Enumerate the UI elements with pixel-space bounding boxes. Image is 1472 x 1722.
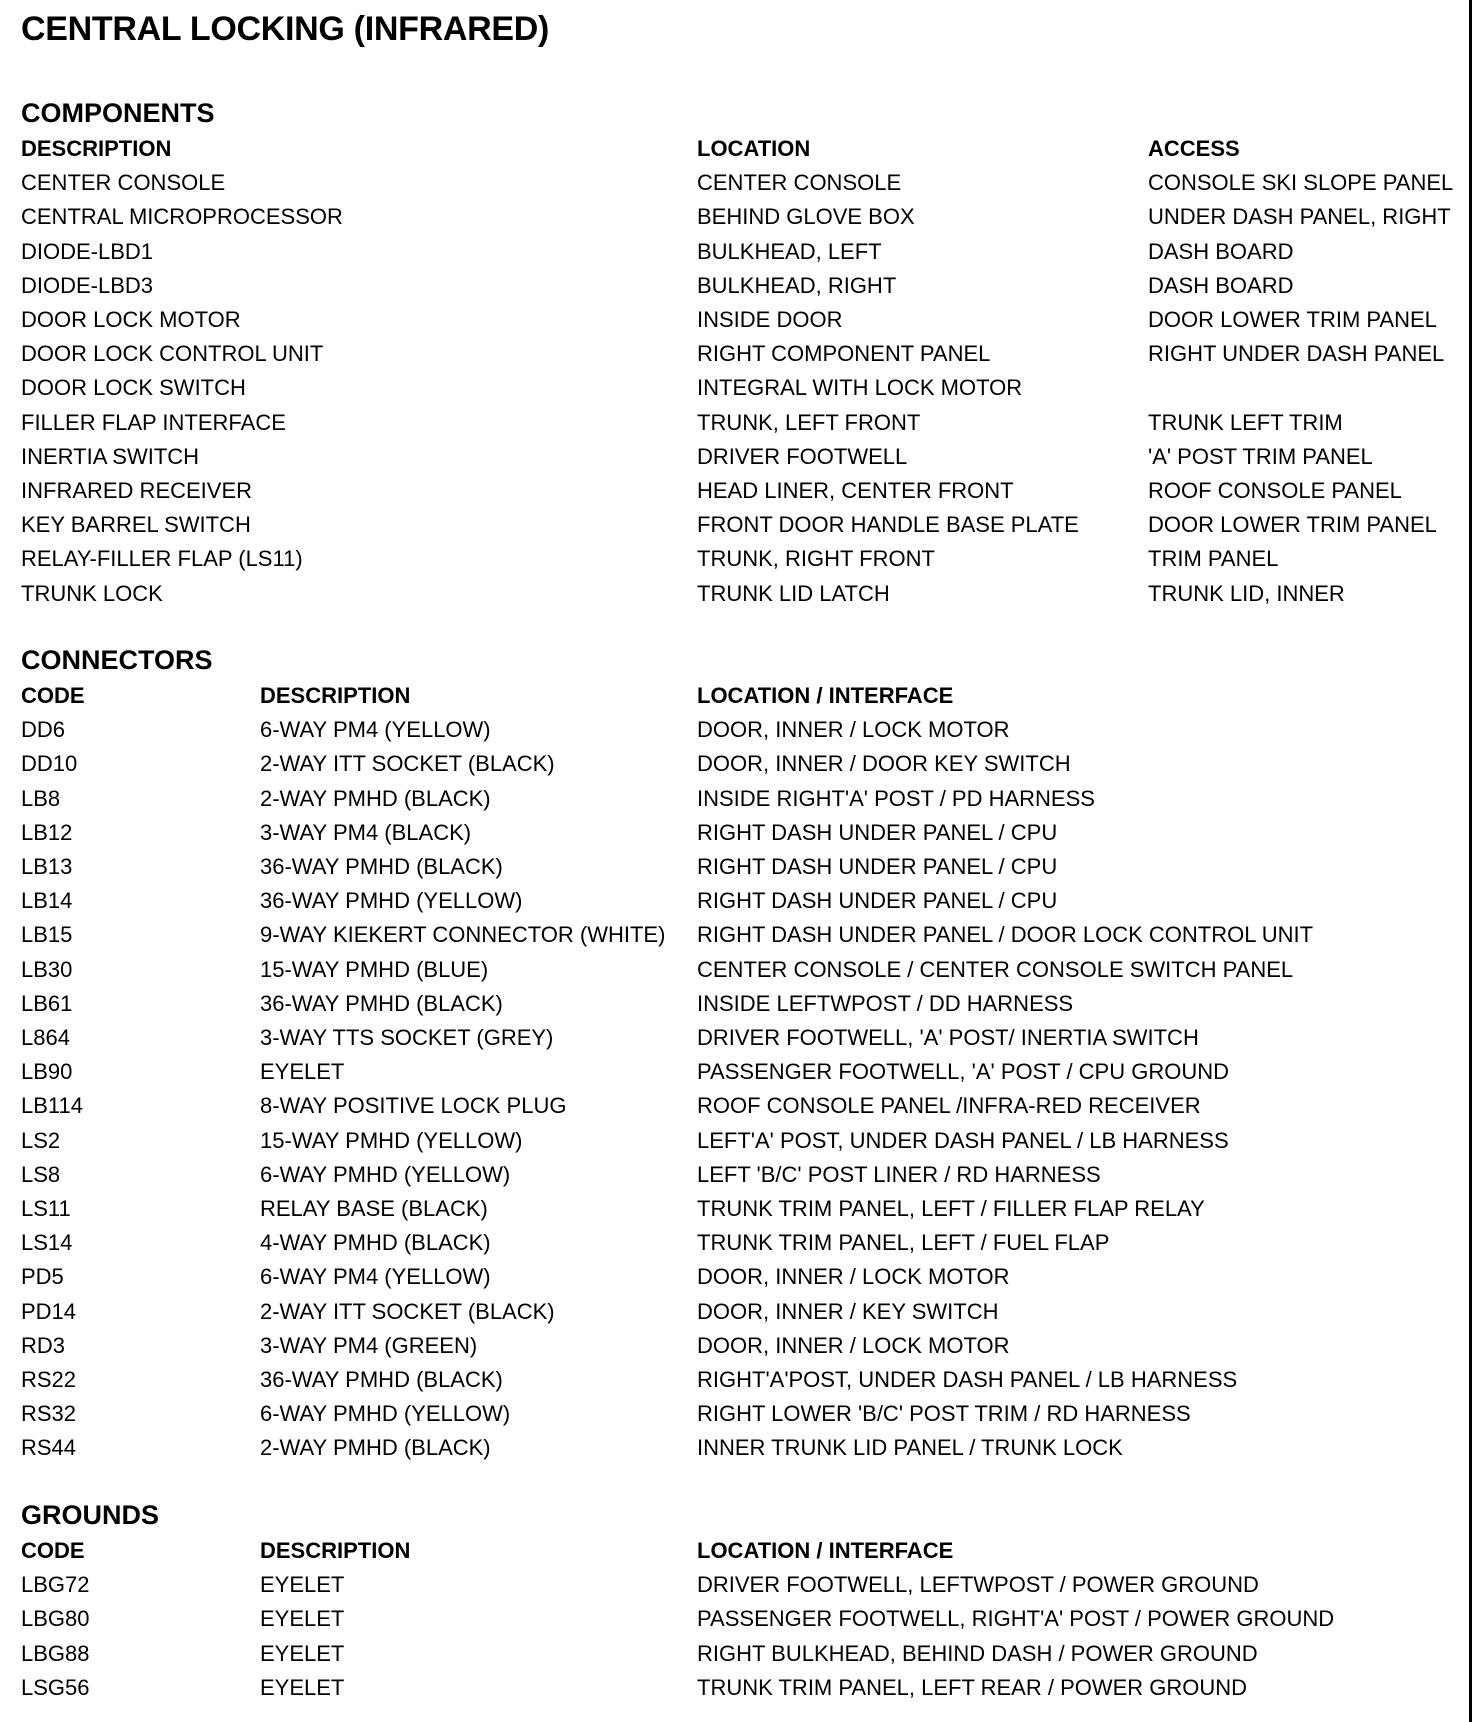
column-header-location: LOCATION / INTERFACE [697, 1538, 954, 1563]
cell-description: EYELET [260, 1674, 345, 1700]
cell-access: ROOF CONSOLE PANEL [1148, 478, 1402, 503]
table-row [0, 1331, 1460, 1365]
table-row [0, 1297, 1460, 1331]
cell-description: INFRARED RECEIVER [21, 478, 253, 503]
cell-location: CENTER CONSOLE [697, 170, 902, 196]
table-row [0, 1228, 1460, 1262]
cell-location: TRUNK, LEFT FRONT [697, 409, 921, 435]
table-row [0, 544, 1460, 578]
column-header-code: CODE [21, 683, 85, 708]
table-row [0, 852, 1460, 886]
cell-location: PASSENGER FOOTWELL, 'A' POST / CPU GROUND [697, 1059, 1230, 1085]
cell-description: 36-WAY PMHD (BLACK) [260, 854, 503, 879]
cell-code: LB15 [21, 922, 73, 948]
cell-description: 8-WAY POSITIVE LOCK PLUG [260, 1093, 567, 1119]
cell-code: LBG72 [21, 1572, 90, 1598]
cell-location: DOOR, INNER / LOCK MOTOR [697, 717, 1010, 743]
cell-description: EYELET [260, 1606, 345, 1632]
cell-description: 36-WAY PMHD (BLACK) [260, 990, 503, 1016]
cell-location: RIGHT'A'POST, UNDER DASH PANEL / LB HARNESS [697, 1367, 1238, 1392]
table-row [0, 1023, 1460, 1057]
cell-description: KEY BARREL SWITCH [21, 512, 251, 538]
cell-description: CENTRAL MICROPROCESSOR [21, 204, 343, 230]
table-row [0, 237, 1460, 271]
table-row [0, 476, 1460, 510]
cell-access: TRUNK LID, INNER [1148, 580, 1345, 606]
cell-description: FILLER FLAP INTERFACE [21, 409, 286, 435]
cell-location: INSIDE RIGHT'A' POST / PD HARNESS [697, 785, 1095, 811]
cell-location: DOOR, INNER / DOOR KEY SWITCH [697, 751, 1071, 777]
cell-description: 3-WAY PM4 (BLACK) [260, 819, 472, 845]
table-row [0, 1262, 1460, 1296]
table-row [0, 1673, 1460, 1707]
table-row [0, 1126, 1460, 1160]
cell-code: LB14 [21, 888, 73, 914]
cell-location: HEAD LINER, CENTER FRONT [697, 478, 1014, 503]
cell-code: LB90 [21, 1059, 73, 1085]
cell-location: ROOF CONSOLE PANEL /INFRA-RED RECEIVER [697, 1093, 1201, 1119]
table-row [0, 920, 1460, 954]
table-row [0, 442, 1460, 476]
cell-description: 2-WAY ITT SOCKET (BLACK) [260, 751, 555, 777]
cell-location: DRIVER FOOTWELL, LEFTWPOST / POWER GROUND [697, 1572, 1259, 1598]
cell-code: LBG88 [21, 1640, 90, 1666]
cell-description: DIODE-LBD1 [21, 238, 154, 264]
column-header-location: LOCATION [697, 136, 811, 161]
cell-access: TRUNK LEFT TRIM [1148, 409, 1343, 435]
cell-location: RIGHT BULKHEAD, BEHIND DASH / POWER GROUND [697, 1640, 1258, 1666]
cell-access: DASH BOARD [1148, 238, 1294, 264]
cell-location: FRONT DOOR HANDLE BASE PLATE [697, 512, 1079, 538]
cell-code: LB30 [21, 956, 73, 982]
cell-location: DRIVER FOOTWELL, 'A' POST/ INERTIA SWITCH [697, 1025, 1199, 1050]
cell-location: RIGHT DASH UNDER PANEL / CPU [697, 819, 1058, 845]
cell-description: 4-WAY PMHD (BLACK) [260, 1230, 491, 1256]
cell-description: 15-WAY PMHD (YELLOW) [260, 1127, 523, 1153]
cell-code: LB114 [21, 1093, 83, 1119]
table-row [0, 168, 1460, 202]
cell-access: UNDER DASH PANEL, RIGHT [1148, 204, 1451, 230]
cell-code: PD5 [21, 1264, 64, 1290]
column-header-description: DESCRIPTION [260, 683, 411, 708]
table-row [0, 1194, 1460, 1228]
table-row [0, 1091, 1460, 1125]
cell-description: DOOR LOCK SWITCH [21, 375, 246, 401]
table-row [0, 579, 1460, 613]
cell-code: PD14 [21, 1298, 77, 1324]
table-row [0, 1639, 1460, 1673]
cell-code: RD3 [21, 1332, 66, 1358]
table-row [0, 1399, 1460, 1433]
table-row [0, 1365, 1460, 1399]
cell-location: RIGHT DASH UNDER PANEL / CPU [697, 888, 1058, 914]
cell-access: TRIM PANEL [1148, 546, 1279, 572]
cell-code: RS22 [21, 1367, 77, 1392]
cell-location: TRUNK, RIGHT FRONT [697, 546, 935, 572]
cell-description: INERTIA SWITCH [21, 443, 200, 469]
cell-description: 3-WAY PM4 (GREEN) [260, 1332, 478, 1358]
cell-description: 36-WAY PMHD (BLACK) [260, 1367, 503, 1392]
table-row [0, 510, 1460, 544]
section-title-connectors: CONNECTORS [21, 645, 213, 675]
cell-code: LS11 [21, 1196, 71, 1221]
table-row [0, 989, 1460, 1023]
table-row [0, 1160, 1460, 1194]
table-row [0, 715, 1460, 749]
cell-location: TRUNK LID LATCH [697, 580, 890, 606]
connectors-header-row [0, 681, 1460, 715]
cell-location: INSIDE LEFTWPOST / DD HARNESS [697, 990, 1074, 1016]
cell-location: RIGHT DASH UNDER PANEL / DOOR LOCK CONTROL UNIT [697, 922, 1314, 948]
cell-description: DIODE-LBD3 [21, 272, 154, 298]
cell-code: LB8 [21, 785, 61, 811]
cell-description: CENTER CONSOLE [21, 170, 226, 196]
cell-code: LS14 [21, 1230, 73, 1256]
table-row [0, 202, 1460, 236]
cell-location: TRUNK TRIM PANEL, LEFT REAR / POWER GROUND [697, 1674, 1248, 1700]
cell-access: RIGHT UNDER DASH PANEL [1148, 341, 1445, 367]
cell-code: LB13 [21, 854, 73, 879]
cell-location: LEFT 'B/C' POST LINER / RD HARNESS [697, 1161, 1101, 1187]
cell-location: TRUNK TRIM PANEL, LEFT / FILLER FLAP RELAY [697, 1196, 1205, 1221]
cell-location: CENTER CONSOLE / CENTER CONSOLE SWITCH PANEL [697, 956, 1294, 982]
cell-location: DOOR, INNER / LOCK MOTOR [697, 1332, 1010, 1358]
table-row [0, 1433, 1460, 1467]
cell-access: DOOR LOWER TRIM PANEL [1148, 307, 1437, 332]
cell-code: LSG56 [21, 1674, 90, 1700]
cell-access: 'A' POST TRIM PANEL [1148, 443, 1373, 469]
cell-location: BEHIND GLOVE BOX [697, 204, 915, 230]
column-header-access: ACCESS [1148, 136, 1240, 161]
cell-location: LEFT'A' POST, UNDER DASH PANEL / LB HARNESS [697, 1127, 1229, 1153]
cell-access: CONSOLE SKI SLOPE PANEL [1148, 170, 1454, 196]
cell-description: 2-WAY PMHD (BLACK) [260, 1435, 491, 1461]
cell-access: DOOR LOWER TRIM PANEL [1148, 512, 1437, 538]
table-row [0, 1057, 1460, 1091]
cell-location: RIGHT DASH UNDER PANEL / CPU [697, 854, 1058, 879]
cell-description: EYELET [260, 1572, 345, 1598]
cell-description: 2-WAY ITT SOCKET (BLACK) [260, 1298, 555, 1324]
table-row [0, 1604, 1460, 1638]
table-row [0, 305, 1460, 339]
table-row [0, 818, 1460, 852]
column-header-code: CODE [21, 1538, 85, 1563]
table-row [0, 373, 1460, 407]
cell-description: DOOR LOCK CONTROL UNIT [21, 341, 324, 367]
table-row [0, 784, 1460, 818]
column-header-description: DESCRIPTION [260, 1538, 411, 1563]
table-row [0, 408, 1460, 442]
cell-description: 3-WAY TTS SOCKET (GREY) [260, 1025, 554, 1050]
cell-location: INSIDE DOOR [697, 307, 843, 332]
cell-code: RS44 [21, 1435, 77, 1461]
cell-description: DOOR LOCK MOTOR [21, 307, 241, 332]
table-row [0, 749, 1460, 783]
cell-location: DOOR, INNER / LOCK MOTOR [697, 1264, 1010, 1290]
cell-code: LS8 [21, 1161, 61, 1187]
table-row [0, 339, 1460, 373]
cell-description: RELAY BASE (BLACK) [260, 1196, 488, 1221]
cell-description: 6-WAY PM4 (YELLOW) [260, 717, 491, 743]
cell-location: DRIVER FOOTWELL [697, 443, 908, 469]
grounds-header-row [0, 1536, 1460, 1570]
cell-code: LBG80 [21, 1606, 90, 1632]
cell-description: 6-WAY PM4 (YELLOW) [260, 1264, 491, 1290]
cell-description: RELAY-FILLER FLAP (LS11) [21, 546, 303, 572]
cell-code: LS2 [21, 1127, 61, 1153]
cell-location: DOOR, INNER / KEY SWITCH [697, 1298, 999, 1324]
cell-code: LB61 [21, 990, 73, 1016]
cell-location: RIGHT COMPONENT PANEL [697, 341, 991, 367]
table-row [0, 1570, 1460, 1604]
cell-description: 36-WAY PMHD (YELLOW) [260, 888, 523, 914]
cell-code: RS32 [21, 1401, 77, 1427]
components-header-row [0, 134, 1460, 168]
cell-description: 6-WAY PMHD (YELLOW) [260, 1161, 511, 1187]
cell-code: DD6 [21, 717, 66, 743]
table-row [0, 271, 1460, 305]
cell-location: TRUNK TRIM PANEL, LEFT / FUEL FLAP [697, 1230, 1110, 1256]
column-header-description: DESCRIPTION [21, 136, 172, 161]
cell-access: DASH BOARD [1148, 272, 1294, 298]
cell-description: 9-WAY KIEKERT CONNECTOR (WHITE) [260, 922, 666, 948]
cell-description: 2-WAY PMHD (BLACK) [260, 785, 491, 811]
table-row [0, 955, 1460, 989]
section-title-components: COMPONENTS [21, 98, 215, 128]
cell-location: INTEGRAL WITH LOCK MOTOR [697, 375, 1023, 401]
cell-code: L864 [21, 1025, 70, 1050]
cell-location: RIGHT LOWER 'B/C' POST TRIM / RD HARNESS [697, 1401, 1191, 1427]
column-header-location: LOCATION / INTERFACE [697, 683, 954, 708]
cell-location: INNER TRUNK LID PANEL / TRUNK LOCK [697, 1435, 1123, 1461]
cell-location: BULKHEAD, LEFT [697, 238, 882, 264]
cell-location: BULKHEAD, RIGHT [697, 272, 897, 298]
cell-description: TRUNK LOCK [21, 580, 163, 606]
cell-code: LB12 [21, 819, 73, 845]
table-row [0, 886, 1460, 920]
section-title-grounds: GROUNDS [21, 1500, 160, 1530]
cell-description: 15-WAY PMHD (BLUE) [260, 956, 489, 982]
cell-description: EYELET [260, 1059, 345, 1085]
cell-description: 6-WAY PMHD (YELLOW) [260, 1401, 511, 1427]
cell-code: DD10 [21, 751, 78, 777]
cell-description: EYELET [260, 1640, 345, 1666]
page-title: CENTRAL LOCKING (INFRARED) [21, 10, 549, 48]
cell-location: PASSENGER FOOTWELL, RIGHT'A' POST / POWER GROUND [697, 1606, 1335, 1632]
